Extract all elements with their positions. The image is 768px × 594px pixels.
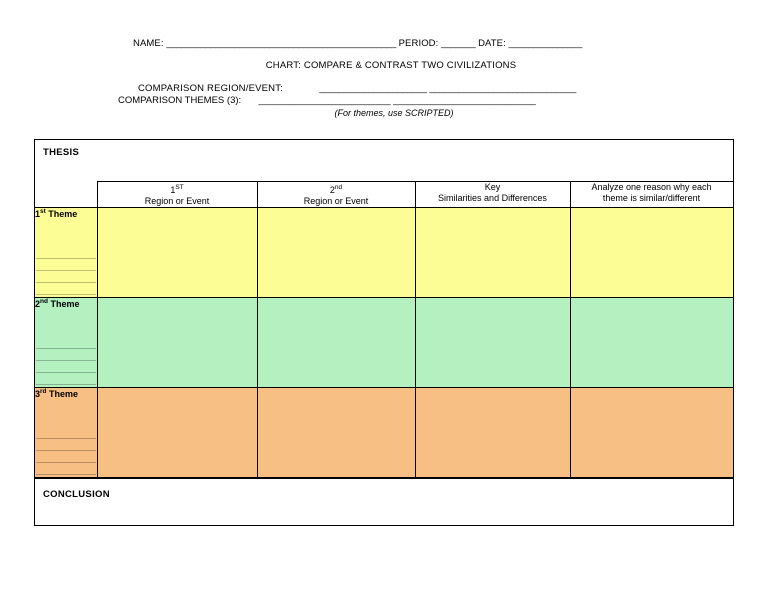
col3-line1: Key bbox=[484, 182, 501, 192]
theme-1-label-cell bbox=[35, 208, 97, 298]
table-row bbox=[35, 388, 733, 478]
table-row bbox=[35, 298, 733, 388]
column-header-second-region bbox=[257, 182, 415, 208]
col2-ordinal-base: 2 bbox=[329, 185, 335, 195]
name-label: NAME: bbox=[133, 38, 164, 49]
comparison-region-rule-a: ______________________ bbox=[319, 83, 427, 94]
comparison-region-line bbox=[0, 83, 768, 94]
comparison-themes-rule: _________________________ ___________________________ bbox=[258, 95, 536, 106]
theme-3-first-region-cell[interactable] bbox=[97, 388, 257, 478]
worksheet-header bbox=[0, 38, 768, 118]
theme-3-writing-lines bbox=[36, 427, 96, 473]
theme-1-second-region-cell[interactable] bbox=[257, 208, 415, 298]
theme-2-ordinal-base: 2 bbox=[35, 299, 41, 309]
col3-line2: Similarities and Differences bbox=[438, 193, 547, 203]
table-row bbox=[35, 208, 733, 298]
column-header-first-region bbox=[97, 182, 257, 208]
date-blank-rule: _______________ bbox=[508, 38, 582, 49]
theme-3-second-region-cell[interactable] bbox=[257, 388, 415, 478]
col2-sublabel: Region or Event bbox=[303, 196, 369, 206]
name-period-date-line bbox=[0, 38, 768, 49]
theme-1-analysis-cell[interactable] bbox=[570, 208, 733, 298]
column-header-row bbox=[35, 182, 733, 208]
theme-2-writing-lines bbox=[36, 337, 96, 383]
theme-3-ordinal-base: 3 bbox=[35, 389, 41, 399]
theme-1-key-similarities-cell[interactable] bbox=[415, 208, 570, 298]
page-title: CHART: COMPARE & CONTRAST TWO CIVILIZATIONS bbox=[265, 60, 517, 71]
theme-1-writing-lines bbox=[36, 247, 96, 293]
comparison-themes-line bbox=[0, 95, 768, 106]
col2-ordinal-sup: nd bbox=[334, 184, 343, 191]
compare-contrast-chart bbox=[34, 139, 734, 526]
period-blank-rule: _______ bbox=[441, 38, 476, 49]
theme-1-ordinal-sup: st bbox=[40, 208, 46, 215]
themes-hint-note: (For themes, use SCRIPTED) bbox=[334, 108, 454, 118]
theme-2-ordinal-sup: nd bbox=[40, 298, 48, 305]
theme-2-first-region-cell[interactable] bbox=[97, 298, 257, 388]
conclusion-section-label: CONCLUSION bbox=[35, 478, 733, 525]
theme-2-label-text: Theme bbox=[47, 299, 80, 309]
theme-1-first-region-cell[interactable] bbox=[97, 208, 257, 298]
col4-line2: theme is similar/different bbox=[602, 193, 701, 203]
theme-2-key-similarities-cell[interactable] bbox=[415, 298, 570, 388]
comparison-region-rule-b: ______________________________ bbox=[429, 83, 576, 94]
theme-3-label-text: Theme bbox=[46, 389, 79, 399]
column-header-key-similarities bbox=[415, 182, 570, 208]
theme-3-analysis-cell[interactable] bbox=[570, 388, 733, 478]
col1-ordinal-base: 1 bbox=[170, 185, 176, 195]
theme-3-key-similarities-cell[interactable] bbox=[415, 388, 570, 478]
comparison-region-label: COMPARISON REGION/EVENT: bbox=[138, 83, 284, 94]
date-label: DATE: bbox=[478, 38, 506, 49]
col1-sublabel: Region or Event bbox=[144, 196, 210, 206]
theme-2-label-cell bbox=[35, 298, 97, 388]
corner-cell bbox=[35, 182, 97, 208]
theme-3-ordinal-sup: rd bbox=[40, 388, 47, 395]
column-header-analysis bbox=[570, 182, 733, 208]
col4-line1: Analyze one reason why each bbox=[591, 182, 712, 192]
comparison-themes-label: COMPARISON THEMES (3): bbox=[118, 95, 242, 106]
name-blank-rule: _______________________________________________ bbox=[166, 38, 396, 49]
period-label: PERIOD: bbox=[398, 38, 439, 49]
theme-2-analysis-cell[interactable] bbox=[570, 298, 733, 388]
theme-3-label-cell bbox=[35, 388, 97, 478]
theme-1-ordinal-base: 1 bbox=[35, 209, 41, 219]
theme-2-second-region-cell[interactable] bbox=[257, 298, 415, 388]
col1-ordinal-sup: ST bbox=[175, 184, 184, 191]
chart-grid bbox=[35, 181, 734, 478]
theme-1-label-text: Theme bbox=[45, 209, 78, 219]
thesis-section-label: THESIS bbox=[43, 147, 80, 158]
